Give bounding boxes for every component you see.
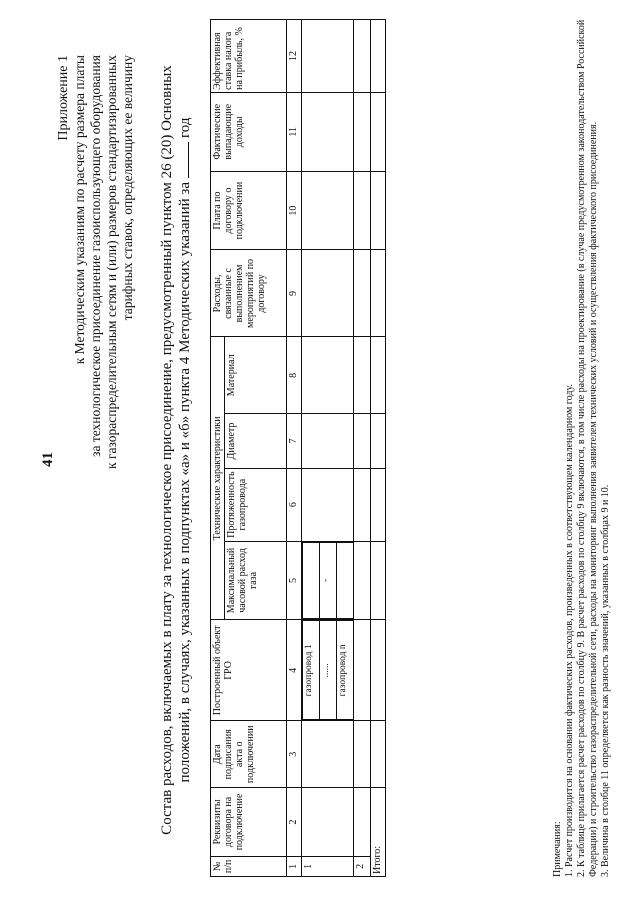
expenses-table — [210, 19, 386, 877]
column-number: 9 — [287, 250, 302, 337]
table-cell — [354, 20, 371, 93]
total-label: Итого: — [371, 788, 386, 877]
table-row — [354, 20, 371, 877]
header-col-4: Построенный объект ГРО — [211, 620, 287, 721]
header-col-12: Эффективная ставка налога на прибыль, % — [211, 20, 287, 93]
table-cell — [354, 337, 371, 414]
table-cell — [371, 541, 386, 620]
gas-flow-list — [302, 542, 353, 620]
table-cell — [302, 250, 354, 337]
title-line-2 — [176, 35, 194, 865]
table-cell — [371, 20, 386, 93]
table-cell — [371, 92, 386, 171]
header-row — [211, 20, 225, 877]
table-cell — [354, 721, 371, 788]
appendix-line: к Методическим указаниям по расчету размера платы — [72, 55, 87, 365]
table-cell — [354, 541, 371, 620]
header-col-5: Максимальный часовой расход газа — [225, 541, 287, 620]
note-item: 2. К таблице прилагается расчет расходов по столбцу 9. В расчет расходов по столбцу 9 включаются, в том числе расходы на проектирование (в случае предусмотренном законодательством Российской Федерации) и строительство газораспределительной сети, расходы на мониторинг выполнения заявителем технических условий и осуществления фактического присоединения. — [576, 19, 599, 877]
table-cell — [354, 171, 371, 250]
row-number: 2 — [354, 856, 371, 876]
table-cell — [302, 20, 354, 93]
column-number: 5 — [287, 541, 302, 620]
column-number: 2 — [287, 788, 302, 857]
appendix-line: тарифных ставок, определяющих ее величину — [120, 55, 135, 321]
column-number: 3 — [287, 721, 302, 788]
note-item: 3. Величина в столбце 11 определяется как разность значений, указанных в столбцах 9 и 10. — [600, 484, 611, 877]
appendix-line: за технологическое присоединение газоиспользующего оборудования — [88, 55, 103, 457]
table-cell — [371, 468, 386, 541]
notes-heading: Примечания: — [552, 821, 563, 877]
table-cell — [302, 468, 354, 541]
page-number: 41 — [40, 452, 56, 467]
column-number: 1 — [287, 856, 302, 876]
objects-list — [302, 620, 353, 720]
table-cell — [302, 414, 354, 469]
title-line-1: Состав расходов, включаемых в плату за технологическое присоединение, предусмотренный пунктом 26 (20) Основных — [159, 65, 175, 835]
column-number-row — [287, 20, 302, 877]
column-number: 6 — [287, 468, 302, 541]
notes-block — [552, 19, 612, 877]
column-number: 10 — [287, 171, 302, 250]
appendix-title: Приложение 1 — [56, 55, 71, 141]
table-row — [302, 20, 354, 877]
table-cell — [371, 337, 386, 414]
table-cell — [302, 721, 354, 788]
header-col-2: Реквизиты договора на подключение — [211, 788, 287, 857]
gas-flow-cell — [302, 541, 354, 620]
table-cell — [302, 92, 354, 171]
document-title — [158, 35, 194, 865]
table-cell — [354, 414, 371, 469]
column-number: 12 — [287, 20, 302, 93]
note-item: 1. Расчет производится на основании фактических расходов, произведенных в соответствующем календарном году. — [564, 384, 575, 877]
table-cell — [354, 92, 371, 171]
row-number: 1 — [302, 856, 354, 876]
header-col-3: Дата подписания акта о подключении — [211, 721, 287, 788]
year-blank — [188, 142, 189, 178]
table-cell — [354, 468, 371, 541]
table-cell — [371, 414, 386, 469]
table-cell — [354, 250, 371, 337]
table-cell — [371, 721, 386, 788]
column-number: 4 — [287, 620, 302, 721]
column-number: 8 — [287, 337, 302, 414]
total-row — [371, 20, 386, 877]
table-cell — [302, 171, 354, 250]
header-col-8: Материал — [225, 337, 287, 414]
title-year-word: год — [177, 117, 193, 139]
table-cell — [354, 620, 371, 721]
column-number: 11 — [287, 92, 302, 171]
table-cell — [302, 337, 354, 414]
object-item: газопровод n — [337, 621, 354, 720]
table-cell — [371, 620, 386, 721]
appendix-header — [56, 55, 136, 605]
header-col-9: Расходы, связанные с выполнением мероприятий по договору — [211, 250, 287, 337]
objects-cell — [302, 620, 354, 721]
object-item: газопровод 1 — [303, 621, 320, 720]
title-line-2-text: положений, в случаях, указанных в подпунктах «а» и «б» пункта 4 Методических указаний за — [177, 182, 193, 783]
table-cell — [302, 788, 354, 857]
dash-value: - — [320, 542, 337, 619]
table-cell — [354, 788, 371, 857]
header-col-10: Плата по договору о подключении — [211, 171, 287, 250]
object-item: ...... — [320, 621, 337, 720]
table-cell — [371, 250, 386, 337]
column-number: 7 — [287, 414, 302, 469]
header-tech-group: Технические характеристики — [211, 337, 225, 620]
header-col-11: Фактические выпадающие доходы — [211, 92, 287, 171]
appendix-line: к газораспределительным сетям и (или) размеров стандартизированных — [104, 55, 119, 469]
header-col-1: № п/п — [211, 856, 287, 876]
header-col-6: Протяженность газопровода — [225, 468, 287, 541]
header-col-7: Диаметр — [225, 414, 287, 469]
table-cell — [371, 171, 386, 250]
